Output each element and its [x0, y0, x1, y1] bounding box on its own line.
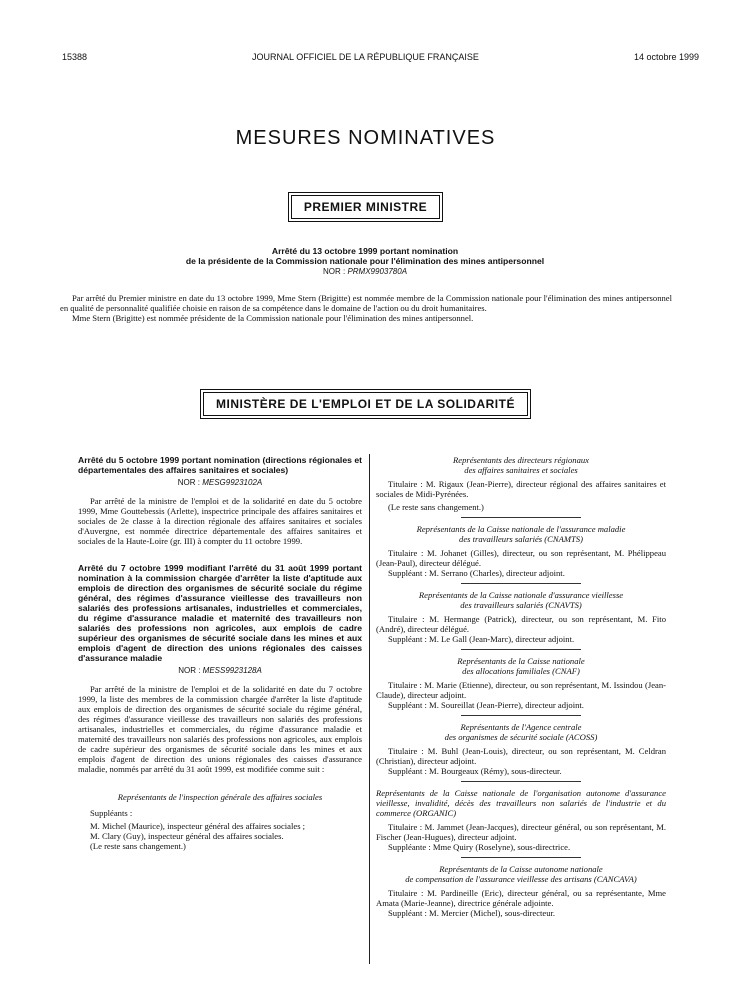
- section-heading: Représentants de la Caisse nationale: [457, 656, 585, 666]
- section-heading-line2: des travailleurs salariés (CNAVTS): [460, 600, 582, 610]
- suppleant-line: Suppléant : M. Soureillat (Jean-Pierre), directeur adjoint.: [388, 700, 584, 710]
- premier-para-2: Mme Stern (Brigitte) est nommée présidente de la Commission nationale pour l'élimination des mines antipersonnel.: [72, 313, 474, 323]
- section-heading: Représentants de l'Agence centrale: [460, 722, 582, 732]
- reste-sans-changement: (Le reste sans changement.): [388, 502, 484, 512]
- premier-ministre-box: [0, 192, 731, 222]
- section-separator: [461, 517, 581, 518]
- section-separator: [461, 781, 581, 782]
- section-heading-line2: de compensation de l'assurance vieillesse des artisans (CANCAVA): [405, 874, 637, 884]
- section-separator: [461, 583, 581, 584]
- titulaire-line: Titulaire : M. Hermange (Patrick), directeur, ou son représentant, M. Fito (André), directeur délégué.: [376, 614, 666, 634]
- nor-code: MESS9923128A: [202, 666, 262, 675]
- suppleant-line: Suppléant : M. Le Gall (Jean-Marc), directeur adjoint.: [388, 634, 575, 644]
- section-cancava: [376, 864, 666, 918]
- premier-arrete-title: [60, 246, 670, 277]
- inspection-heading: Représentants de l'inspection générale des affaires sociales: [117, 792, 323, 802]
- suppleant-line: Suppléant : M. Mercier (Michel), sous-directeur.: [388, 908, 556, 918]
- titulaire-line: Titulaire : M. Jammet (Jean-Jacques), directeur général, ou son représentant, M. Fischer (Jean-Hugues), directeur adjoint.: [376, 822, 666, 842]
- section-cnamts: [376, 524, 666, 578]
- arrete-7-octobre-nor: [78, 666, 362, 675]
- titulaire-line: Titulaire : M. Marie (Etienne), directeur, ou son représentant, M. Issindou (Jean-Claude), directeur adjoint.: [376, 680, 666, 700]
- section-heading: Représentants de la Caisse nationale d'assurance vieillesse: [418, 590, 624, 600]
- titulaire-line: Titulaire : M. Buhl (Jean-Louis), directeur, ou son représentant, M. Celdran (Christian), directeur adjoint.: [376, 746, 666, 766]
- page-number: 15388: [62, 52, 88, 62]
- nor-label: NOR :: [178, 666, 201, 675]
- premier-nor: [60, 267, 670, 277]
- nor-code: PRMX9903780A: [347, 267, 408, 276]
- inspection-member-2: M. Clary (Guy), inspecteur général des affaires sociales.: [90, 831, 284, 841]
- titulaire-line: Titulaire : M. Rigaux (Jean-Pierre), directeur régional des affaires sanitaires et sociales de Midi-Pyrénées.: [376, 479, 666, 499]
- suppleant-line: Suppléant : M. Serrano (Charles), directeur adjoint.: [388, 568, 565, 578]
- arrete-5-octobre-nor: [78, 478, 362, 487]
- section-heading: Représentants de la Caisse nationale de l'organisation autonome d'assurance vieillesse, invalidité, décès des travailleurs non salariés de l'industrie et du commerce (ORGANIC): [376, 788, 666, 818]
- section-cnavts: [376, 590, 666, 644]
- nor-label: NOR :: [177, 478, 200, 487]
- ministere-emploi-box: [0, 389, 731, 419]
- inspection-list: [78, 808, 362, 851]
- titulaire-line: Titulaire : M. Pardineille (Eric), directeur général, ou sa représentante, Mme Amata (Marie-Jeanne), directrice générale adjointe.: [376, 888, 666, 908]
- section-organic: [376, 788, 666, 852]
- nor-code: MESG9923102A: [202, 478, 263, 487]
- section-heading: Représentants de la Caisse autonome nationale: [439, 864, 603, 874]
- premier-ministre-label: PREMIER MINISTRE: [291, 195, 440, 219]
- premier-body: [60, 293, 672, 323]
- section-title: MESURES NOMINATIVES: [235, 127, 496, 149]
- journal-title: JOURNAL OFFICIEL DE LA RÉPUBLIQUE FRANÇAISE: [252, 52, 479, 62]
- premier-arrete-title-line2: de la présidente de la Commission nationale pour l'élimination des mines antipersonnel: [185, 256, 545, 266]
- premier-para-1: Par arrêté du Premier ministre en date du 13 octobre 1999, Mme Stern (Brigitte) est nommée membre de la Commission nationale pour l'élimination des mines antipersonnel en qualité de personnalité qualifiée choisie en raison de sa compétence dans le domaine de l'action ou du droit humanitaires.: [60, 293, 672, 313]
- suppleante-line: Suppléante : Mme Quiry (Roselyne), sous-directrice.: [388, 842, 571, 852]
- column-divider: [369, 454, 370, 964]
- section-separator: [461, 649, 581, 650]
- section-directeurs-regionaux: [376, 455, 666, 512]
- section-heading-line2: des allocations familiales (CNAF): [462, 666, 580, 676]
- section-separator: [461, 715, 581, 716]
- left-column: [78, 455, 362, 851]
- arrete-7-octobre-title: Arrêté du 7 octobre 1999 modifiant l'arrêté du 31 août 1999 portant nomination à la commission chargée d'arrêter la liste d'aptitude aux emplois de direction des organismes de sécurité sociale du régime général, des régimes d'assurance vieillesse des travailleurs non salariés des professions artisanales, industrielles et commerciales, du régime d'assurance maladie et maternité des travailleurs non salariés des professions non agricoles, aux emplois de cadre supérieur des organismes de sécurité sociale dans les mines et aux emplois d'agent de direction des unions régionales des caisses d'assurance maladie: [78, 563, 362, 663]
- inspection-member-1: M. Michel (Maurice), inspecteur général des affaires sociales ;: [90, 821, 306, 831]
- section-heading-line2: des affaires sanitaires et sociales: [464, 465, 578, 475]
- right-column: [376, 455, 666, 918]
- section-heading-line2: des travailleurs salariés (CNAMTS): [459, 534, 583, 544]
- arrete-5-octobre-title: Arrêté du 5 octobre 1999 portant nomination (directions régionales et départementales des affaires sanitaires et sociales): [78, 455, 362, 475]
- section-separator: [461, 857, 581, 858]
- arrete-7-octobre-body: Par arrêté de la ministre de l'emploi et de la solidarité en date du 7 octobre 1999, la liste des membres de la commission chargée d'arrêter la liste d'aptitude aux emplois de direction des organismes de sécurité sociale du régime général, des régimes d'assurance vieillesse des travailleurs non salariés des professions artisanales, industrielles et commerciales, du régime d'assurance maladie et maternité des travailleurs non salariés des professions non agricoles, aux emplois de cadre supérieur des organismes de sécurité sociale dans les mines et aux emplois d'agent de direction des unions régionales des caisses d'assurance maladie, nommés par arrêté du 31 août 1999, est modifiée comme suit :: [78, 684, 362, 774]
- section-cnaf: [376, 656, 666, 710]
- section-heading: Représentants des directeurs régionaux: [453, 455, 589, 465]
- suppleants-label: Suppléants :: [90, 808, 133, 818]
- arrete-5-octobre-body: Par arrêté de la ministre de l'emploi et de la solidarité en date du 5 octobre 1999, Mme Gouttebessis (Arlette), inspectrice principale des affaires sanitaires et sociales de 2e classe à la direction régionale des affaires sanitaires et sociales d'Auvergne, est nommée directrice départementale des affaires sanitaires et sociales de la Haute-Loire (gr. III) à compter du 11 octobre 1999.: [78, 496, 362, 546]
- ministere-emploi-label: MINISTÈRE DE L'EMPLOI ET DE LA SOLIDARITÉ: [203, 392, 528, 416]
- section-heading: Représentants de la Caisse nationale de l'assurance maladie: [416, 524, 626, 534]
- issue-date: 14 octobre 1999: [633, 52, 699, 62]
- reste-sans-changement: (Le reste sans changement.): [90, 841, 186, 851]
- premier-arrete-title-line1: Arrêté du 13 octobre 1999 portant nomination: [271, 246, 459, 256]
- section-heading-line2: des organismes de sécurité sociale (ACOSS): [444, 732, 598, 742]
- suppleant-line: Suppléant : M. Bourgeaux (Rémy), sous-directeur.: [388, 766, 562, 776]
- nor-label: NOR :: [322, 267, 346, 276]
- titulaire-line: Titulaire : M. Johanet (Gilles), directeur, ou son représentant, M. Phélippeau (Jean-Paul), directeur délégué.: [376, 548, 666, 568]
- section-acoss: [376, 722, 666, 776]
